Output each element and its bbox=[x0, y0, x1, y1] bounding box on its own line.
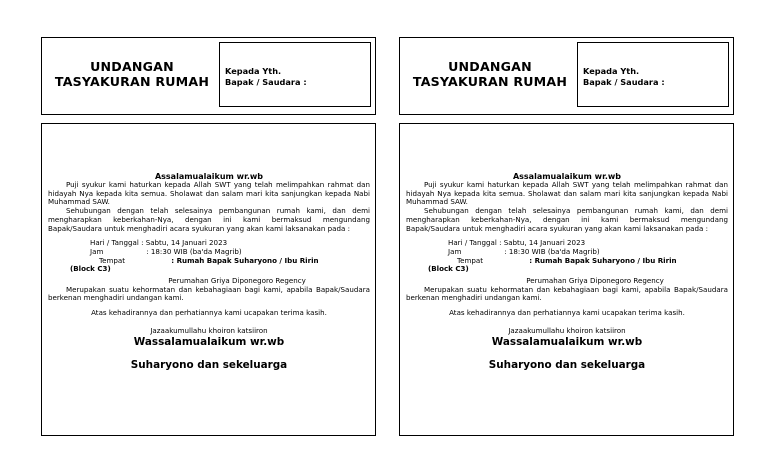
closing-greeting: Wassalamualaikum wr.wb bbox=[491, 335, 643, 348]
invitation-text bbox=[48, 172, 370, 371]
signature: Suharyono dan sekeluarga bbox=[130, 358, 288, 371]
address: Perumahan Griya Diponegoro Regency bbox=[526, 276, 664, 286]
signature: Suharyono dan sekeluarga bbox=[488, 358, 646, 371]
recipient-line-2: Bapak / Saudara : bbox=[225, 77, 307, 87]
paragraph-opening: Puji syukur kami haturkan kepada Allah SWT yang telah melimpahkan rahmat dan hidayah Nya kepada kita semua. Sholawat dan salam mari kita sanjungkan kepada Nabi Muhammad SAW. bbox=[48, 180, 370, 207]
place-label: Tempat bbox=[99, 255, 126, 265]
recipient-box bbox=[577, 42, 729, 107]
closing-prayer: Jazaakumullahu khoiron katsiiron bbox=[508, 325, 626, 335]
recipient-line-1: Kepada Yth. bbox=[225, 66, 282, 76]
time-value: : 18:30 WIB (ba'da Magrib) bbox=[504, 246, 600, 256]
recipient-line-1: Kepada Yth. bbox=[583, 66, 640, 76]
time-value: : 18:30 WIB (ba'da Magrib) bbox=[146, 246, 242, 256]
greeting: Assalamualaikum wr.wb bbox=[154, 172, 264, 181]
header-box bbox=[41, 37, 376, 115]
closing-greeting: Wassalamualaikum wr.wb bbox=[133, 335, 285, 348]
paragraph-opening: Puji syukur kami haturkan kepada Allah SWT yang telah melimpahkan rahmat dan hidayah Nya kepada kita semua. Sholawat dan salam mari kita sanjungkan kepada Nabi Muhammad SAW. bbox=[406, 180, 728, 207]
date-label: Hari / Tanggal bbox=[448, 238, 497, 248]
thanks-line: Atas kehadirannya dan perhatiannya kami ucapakan terima kasih. bbox=[91, 308, 327, 318]
time-label: Jam bbox=[448, 246, 462, 256]
recipient-box bbox=[219, 42, 371, 107]
recipient-line-2: Bapak / Saudara : bbox=[583, 77, 665, 87]
date-label: Hari / Tanggal bbox=[90, 238, 139, 248]
paragraph-purpose: Sehubungan dengan telah selesainya pembangunan rumah kami, dan demi mengharapkan keberkahan-Nya, dengan ini kami bermaksud mengundang Bapak/Saudara untuk menghadiri acara syukuran yang akan kami laksanakan pada : bbox=[406, 206, 728, 233]
paragraph-honor: Merupakan suatu kehormatan dan kebahagiaan bagi kami, apabila Bapak/Saudara berkenan menghadiri undangan kami. bbox=[406, 284, 728, 303]
block-number: (Block C3) bbox=[428, 264, 469, 274]
place-value: : Rumah Bapak Suharyono / Ibu Ririn bbox=[171, 255, 319, 265]
place-value: : Rumah Bapak Suharyono / Ibu Ririn bbox=[529, 255, 677, 265]
invitation-title: UNDANGAN TASYAKURAN RUMAH bbox=[412, 59, 568, 89]
invitation-body bbox=[399, 123, 734, 436]
closing-prayer: Jazaakumullahu khoiron katsiiron bbox=[150, 325, 268, 335]
thanks-line: Atas kehadirannya dan perhatiannya kami ucapakan terima kasih. bbox=[449, 308, 685, 318]
invitation-text bbox=[406, 172, 728, 371]
header-box bbox=[399, 37, 734, 115]
greeting: Assalamualaikum wr.wb bbox=[512, 172, 622, 181]
paragraph-purpose: Sehubungan dengan telah selesainya pembangunan rumah kami, dan demi mengharapkan keberkahan-Nya, dengan ini kami bermaksud mengundang Bapak/Saudara untuk menghadiri acara syukuran yang akan kami laksanakan pada : bbox=[48, 206, 370, 233]
place-label: Tempat bbox=[457, 255, 484, 265]
date-value: : Sabtu, 14 Januari 2023 bbox=[499, 238, 586, 248]
invitation-body bbox=[41, 123, 376, 436]
block-number: (Block C3) bbox=[70, 264, 111, 274]
address: Perumahan Griya Diponegoro Regency bbox=[168, 276, 306, 286]
date-value: : Sabtu, 14 Januari 2023 bbox=[141, 238, 228, 248]
paragraph-honor: Merupakan suatu kehormatan dan kebahagiaan bagi kami, apabila Bapak/Saudara berkenan menghadiri undangan kami. bbox=[48, 284, 370, 303]
invitation-title: UNDANGAN TASYAKURAN RUMAH bbox=[54, 59, 210, 89]
time-label: Jam bbox=[90, 246, 104, 256]
